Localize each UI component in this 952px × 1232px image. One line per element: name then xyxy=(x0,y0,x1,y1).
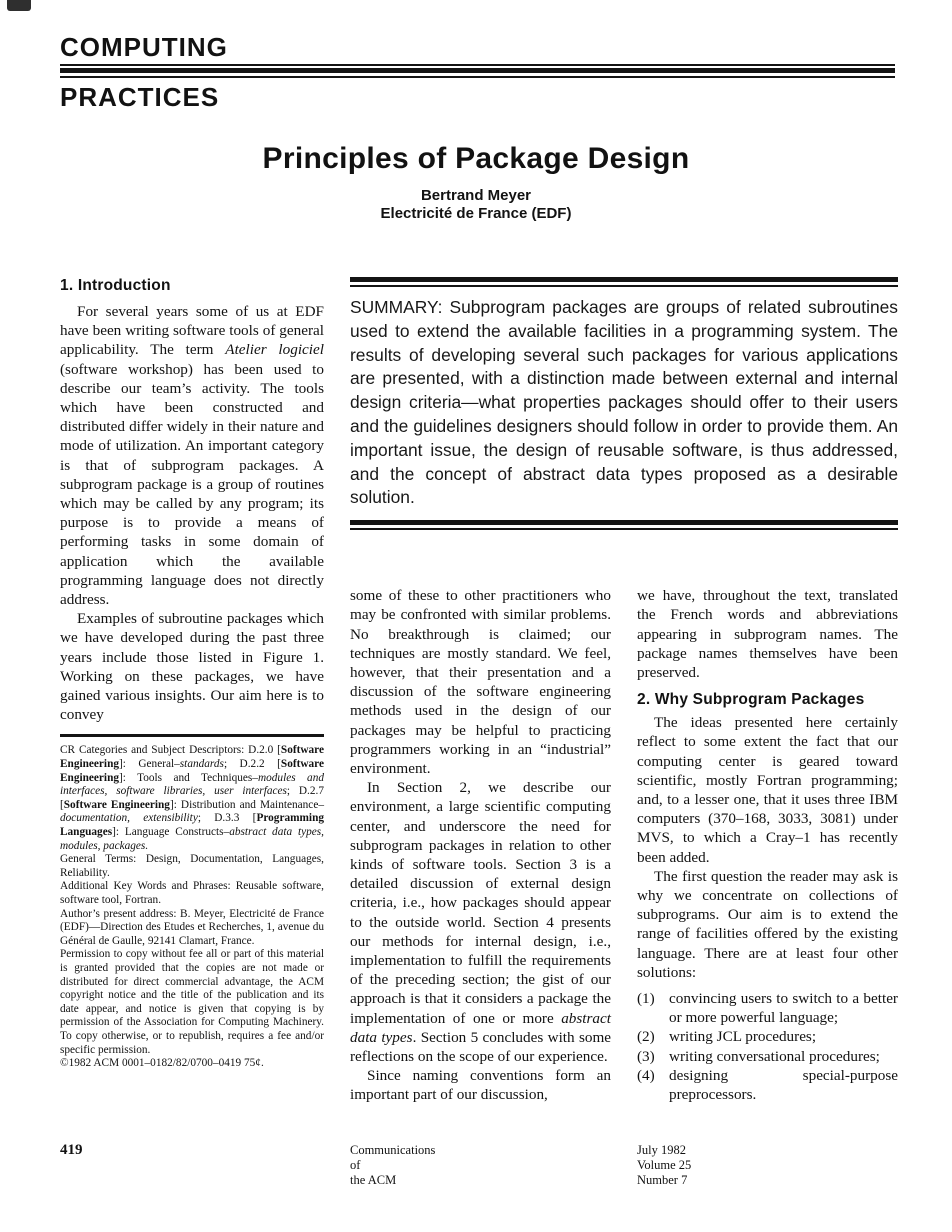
list-item xyxy=(637,1027,898,1046)
list-item-number: (1) xyxy=(637,990,655,1008)
author-affiliation: Electricité de France (EDF) xyxy=(380,205,572,222)
intro-paragraph-1: For several years some of us at EDF have been writing software tools of general applicability. The term Atelier logiciel (software workshop) has been used to describe our team’s activity. The tools which have been constructed and distributed differ widely in their nature and mode of utilization. An important category is that of subprogram packages. A subprogram package is a group of routines which may be called by any program; its purpose is to provide a means of performing tasks in some domain of application which the available programming language does not directly address. xyxy=(60,303,324,609)
issue-line: Number 7 xyxy=(637,1172,688,1187)
col2-paragraph-3: Since naming conventions form an important part of our discussion, xyxy=(350,1067,611,1104)
list-item-number: (3) xyxy=(637,1047,655,1065)
journal-line: of xyxy=(350,1157,361,1172)
col3-paragraph-2: The ideas presented here certainly reflect to some extent the fact that our computing center is geared toward scientific, mostly Fortran programming; and, to a lesser one, that it uses three IBM computers (370–168, 3033, 3081) under MVS, to which a Cray–1 has recently been added. xyxy=(637,714,898,866)
list-item xyxy=(637,1047,898,1066)
col3-paragraph-3: The first question the reader may ask is why we concentrate on collections of subprograms. Our aim is to extend the range of facilities offered by the existing language. There are at least four other solutions: xyxy=(637,867,898,981)
author-name: Bertrand Meyer xyxy=(420,187,532,204)
col3-paragraph-1: we have, throughout the text, translated the French words and abbreviations appearing in subprogram names. The package names themselves have been preserved. xyxy=(637,587,898,681)
journal-line: Communications xyxy=(350,1143,436,1157)
summary-rule-top-thick xyxy=(350,277,898,282)
journal-line: the ACM xyxy=(350,1172,397,1187)
list-item-text: designing special-purpose preprocessors. xyxy=(669,1066,898,1104)
computing-practices-banner xyxy=(60,34,895,110)
right-area xyxy=(350,277,898,1105)
journal-name xyxy=(350,1143,611,1187)
banner-practices-label: PRACTICES xyxy=(60,82,220,112)
list-item-number: (4) xyxy=(637,1066,655,1084)
list-item-number: (2) xyxy=(637,1028,655,1046)
summary-rule-bottom-thin xyxy=(350,528,898,530)
lower-columns xyxy=(350,586,898,1104)
column-3 xyxy=(637,586,898,1104)
article-body xyxy=(60,277,898,1105)
summary-text: SUMMARY: Subprogram packages are groups of related subroutines used to extend the available facilities in a programming system. The results of developing several such packages for various applications are presented, with a distinction made between external and internal design criteria—what properties packages should offer to their users and the guidelines designers should follow in order to provide them. An important issue, the design of reusable software, is thus addressed, and the concept of abstract data types proposed as a desirable solution. xyxy=(350,297,898,508)
summary-box xyxy=(350,277,898,530)
copyright-line: ©1982 ACM 0001–0182/82/0700–0419 75¢. xyxy=(60,1057,264,1070)
permission-notice: Permission to copy without fee all or part of this material is granted provided that the copies are not made or distributed for direct commercial advantage, the ACM copyright notice and the title of the publication and its date appear, and notice is given that copying is by permission of the Association for Computing Machinery. To copy otherwise, or to republish, requires a fee and/or specific permission. xyxy=(60,948,324,1056)
scan-artifact xyxy=(7,0,31,11)
banner-computing-label: COMPUTING xyxy=(60,34,895,66)
summary-rule-top-thin xyxy=(350,285,898,287)
page-footer xyxy=(60,1143,898,1187)
issue-info xyxy=(637,1143,898,1187)
col2-paragraph-2: In Section 2, we describe our environment, a large scientific computing center, and underscore the need for subprogram packages in relation to other kinds of software tools. Section 3 is a detailed discussion of external design criteria, i.e., how packages should appear to the outside world. Section 4 presents our methods for internal design, i.e., implementation to fulfill the requirements of the preceding section; the gist of our approach is that it considers a package the implementation of one or more abstract data types. Section 5 concludes with some reflections on the scope of our experience. xyxy=(350,779,612,1066)
page-number: 419 xyxy=(60,1142,83,1158)
issue-line: July 1982 xyxy=(637,1143,686,1157)
list-item-text: convincing users to switch to a better or more powerful language; xyxy=(669,990,898,1027)
list-item xyxy=(637,989,898,1027)
fineprint-divider xyxy=(60,734,324,737)
column-1 xyxy=(60,277,324,1105)
banner-rule-thick xyxy=(60,68,895,73)
fineprint-block xyxy=(60,744,324,1070)
additional-keywords: Additional Key Words and Phrases: Reusable software, software tool, Fortran. xyxy=(60,880,324,906)
page-title: Principles of Package Design xyxy=(262,142,690,175)
general-terms: General Terms: Design, Documentation, Languages, Reliability. xyxy=(60,853,324,879)
col2-paragraph-1: some of these to other practitioners who may be confronted with similar problems. No breakthrough is claimed; our techniques are mostly standard. We feel, however, that their presentation and a discussion of the software engineering methods used in the design of our packages may be helpful to practicing programmers working in an “industrial” environment. xyxy=(350,587,611,777)
column-2 xyxy=(350,586,611,1104)
section-heading-introduction: 1. Introduction xyxy=(60,277,171,294)
cr-categories: CR Categories and Subject Descriptors: D.2.0 [Software Engineering]: General–standards; D.2.2 [Software Engineering]: Tools and Techniques–modules and interfaces, software libraries, user interfaces; D.2.7 [Software Engineering]: Distribution and Maintenance–documentation, extensibility; D.3.3 [Programming Languages]: Language Constructs–abstract data types, modules, packages. xyxy=(60,744,324,852)
summary-rule-bottom-thick xyxy=(350,520,898,525)
banner-rule-thin xyxy=(60,76,895,78)
list-item-text: writing conversational procedures; xyxy=(669,1047,880,1065)
issue-line: Volume 25 xyxy=(637,1157,692,1172)
section-heading-why-packages: 2. Why Subprogram Packages xyxy=(637,691,865,709)
intro-paragraph-2: Examples of subroutine packages which we have developed during the past three years include those listed in Figure 1. Working on these packages, we have gained various insights. Our aim here is to convey xyxy=(60,610,324,724)
author-address: Author’s present address: B. Meyer, Electricité de France (EDF)—Direction des Etudes et Recherches, 1, avenue du Général de Gaulle, 92141 Clamart, France. xyxy=(60,907,324,947)
list-item xyxy=(637,1066,898,1104)
title-block xyxy=(0,142,952,223)
solutions-list xyxy=(637,989,898,1104)
list-item-text: writing JCL procedures; xyxy=(669,1028,817,1046)
